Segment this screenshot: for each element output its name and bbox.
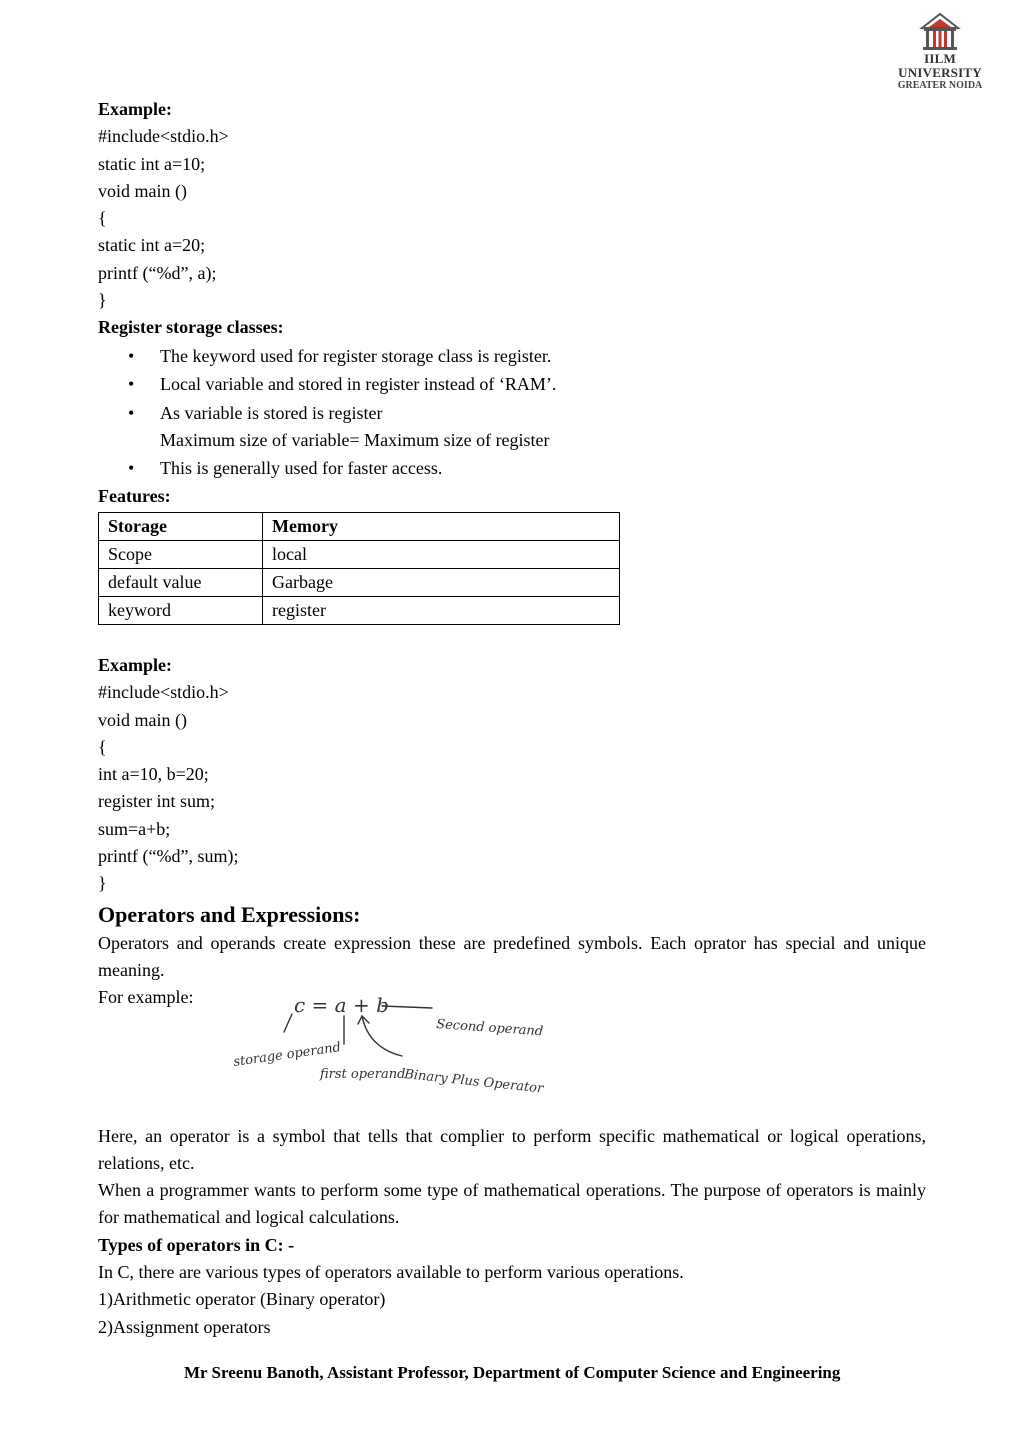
code-line: #include<stdio.h>	[98, 682, 229, 703]
code-line: printf (“%d”, sum);	[98, 846, 239, 867]
code-line: #include<stdio.h>	[98, 126, 229, 147]
table-cell: default value	[99, 568, 263, 596]
code-line: int a=10, b=20;	[98, 764, 209, 785]
bullet-text: As variable is stored is register	[160, 402, 383, 423]
code-line: }	[98, 290, 107, 311]
code-line: register int sum;	[98, 791, 215, 812]
code-line: }	[98, 873, 107, 894]
features-heading: Features:	[98, 485, 171, 506]
code-line: sum=a+b;	[98, 818, 171, 839]
table-header-cell: Storage	[99, 512, 263, 540]
building-icon	[920, 12, 960, 52]
code-line: void main ()	[98, 180, 187, 201]
operator-paragraph: When a programmer wants to perform some type of mathematical operations. The purpose of operators is mainly for mathematical and logical calculations.	[98, 1180, 926, 1228]
table-header-cell: Memory	[263, 512, 620, 540]
list-item: 1)Arithmetic operator (Binary operator)	[98, 1289, 386, 1310]
handwritten-expression-figure	[232, 993, 544, 1112]
code-line: static int a=10;	[98, 153, 206, 174]
code-line: void main ()	[98, 709, 187, 730]
figure-label-first: first operand	[320, 1067, 406, 1082]
example-heading: Example:	[98, 654, 172, 675]
page-footer: Mr Sreenu Banoth, Assistant Professor, Department of Computer Science and Engineering	[184, 1363, 841, 1382]
figure-label-storage: storage operand	[232, 1040, 342, 1070]
operator-paragraph: Here, an operator is a symbol that tells that complier to perform specific mathematical or logical operations, relations, etc.	[98, 1125, 926, 1173]
figure-label-second: Second operand	[435, 1017, 544, 1040]
expression-annotation-drawing	[232, 993, 544, 1112]
operators-intro: Operators and operands create expression these are predefined symbols. Each oprator has special and unique meaning.	[98, 932, 926, 980]
document-body	[98, 96, 926, 1341]
table-cell: register	[263, 596, 620, 624]
table-row	[99, 596, 620, 624]
code-line: printf (“%d”, a);	[98, 262, 217, 283]
table-cell: Garbage	[263, 568, 620, 596]
figure-expression: c = a + b	[294, 993, 389, 1017]
code-line: {	[98, 736, 107, 757]
types-intro: In C, there are various types of operators available to perform various operations.	[98, 1262, 684, 1283]
figure-label-binary: Binary Plus Operator	[403, 1067, 544, 1097]
register-code-block	[98, 679, 926, 897]
example-heading: Example:	[98, 99, 172, 119]
list-item	[98, 399, 926, 455]
features-table	[98, 512, 620, 625]
bullet-subtext: Maximum size of variable= Maximum size of register	[160, 430, 550, 451]
table-row	[99, 540, 620, 568]
university-logo	[884, 12, 996, 90]
table-header-row	[99, 512, 620, 540]
table-row	[99, 568, 620, 596]
types-heading: Types of operators in C: -	[98, 1234, 295, 1255]
for-example-label: For example:	[98, 987, 194, 1008]
logo-university-name: IILM UNIVERSITY	[898, 51, 982, 80]
list-item: 2)Assignment operators	[98, 1316, 271, 1337]
logo-campus-name: GREATER NOIDA	[897, 80, 983, 91]
list-item	[98, 342, 926, 371]
table-cell: local	[263, 540, 620, 568]
table-cell: keyword	[99, 596, 263, 624]
operators-heading: Operators and Expressions:	[98, 901, 361, 927]
bullet-text: The keyword used for register storage class is register.	[160, 345, 552, 366]
table-cell: Scope	[99, 540, 263, 568]
register-bullet-list	[98, 342, 926, 483]
bullet-text: Local variable and stored in register instead of ‘RAM’.	[160, 374, 557, 395]
static-code-block	[98, 123, 926, 314]
code-line: static int a=20;	[98, 235, 206, 256]
bullet-text: This is generally used for faster access.	[160, 458, 443, 479]
code-line: {	[98, 208, 107, 229]
list-item	[98, 454, 926, 483]
register-heading: Register storage classes:	[98, 317, 284, 338]
list-item	[98, 370, 926, 399]
